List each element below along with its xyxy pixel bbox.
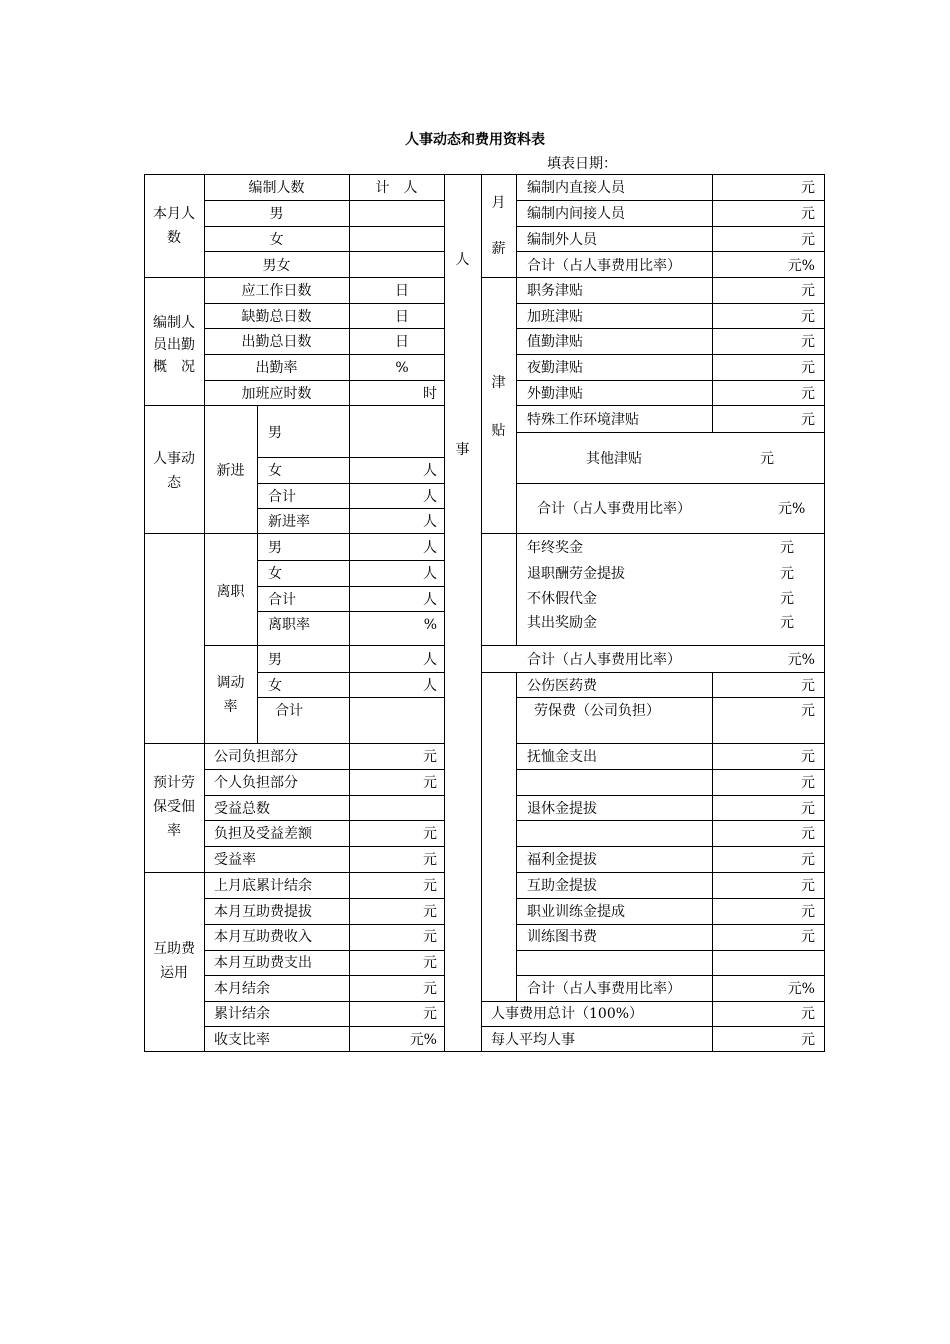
grid-line-h xyxy=(516,924,825,925)
row-label: 男 xyxy=(268,425,282,441)
unit-label: 人 xyxy=(423,514,437,530)
section-allowance: 津 xyxy=(491,375,506,391)
row-label: 收支比率 xyxy=(214,1032,270,1048)
page-title: 人事动态和费用资料表 xyxy=(405,132,545,148)
grid-line-h xyxy=(204,226,445,227)
row-label: 负担及受益差额 xyxy=(214,826,312,842)
row-label: 合计 xyxy=(275,703,303,719)
row-label: 编制外人员 xyxy=(527,232,597,248)
grid-line-h xyxy=(516,872,825,873)
unit-label: 元 xyxy=(801,929,815,945)
row-label: 退职酬劳金提拔 xyxy=(527,566,625,582)
grid-line-h xyxy=(257,672,445,673)
row-label: 外勤津贴 xyxy=(527,386,583,402)
unit-label: 元 xyxy=(423,1006,437,1022)
grid-line-v xyxy=(204,405,205,1052)
grid-line-h xyxy=(204,1001,445,1002)
unit-label: 元 xyxy=(801,386,815,402)
unit-label: 元 xyxy=(801,360,815,376)
row-label: 年终奖金 xyxy=(527,540,583,556)
row-label: 抚恤金支出 xyxy=(527,749,597,765)
unit-label: 元 xyxy=(801,309,815,325)
unit-label: 元 xyxy=(780,615,794,631)
row-label: 公伤医药费 xyxy=(527,678,597,694)
row-label: 离职率 xyxy=(268,617,310,633)
row-label: 合计 xyxy=(268,592,296,608)
transfer-label: 调动 率 xyxy=(216,675,245,715)
grid-line-h xyxy=(481,672,825,673)
row-label: 夜勤津贴 xyxy=(527,360,583,376)
row-label: 女 xyxy=(268,566,282,582)
unit-label: 元% xyxy=(787,652,815,668)
unit-label: 人 xyxy=(423,652,437,668)
grid-line-h xyxy=(144,405,445,406)
row-label: 女 xyxy=(268,678,282,694)
row-label: 本月互助费支出 xyxy=(214,955,312,971)
grid-line-h xyxy=(204,975,445,976)
grid-line-h xyxy=(204,846,445,847)
row-label: 职业训练金提成 xyxy=(527,904,625,920)
unit-label: 日 xyxy=(395,283,409,299)
unit-label: 元 xyxy=(423,852,437,868)
grid-line-h xyxy=(204,200,445,201)
grid-line-v xyxy=(257,645,258,744)
grid-line-h xyxy=(516,380,825,381)
grid-line-h xyxy=(204,950,445,951)
grid-line-h xyxy=(516,303,825,304)
unit-label: % xyxy=(423,617,437,633)
row-label: 应工作日数 xyxy=(241,283,312,299)
grid-line-h xyxy=(516,200,825,201)
unit-label: 元 xyxy=(801,206,815,222)
grid-line-h xyxy=(204,898,445,899)
row-label: 人事费用总计（100%） xyxy=(491,1006,644,1022)
row-label: 男 xyxy=(268,540,282,556)
row-label: 合计 xyxy=(268,489,296,505)
grid-line-h xyxy=(516,432,825,433)
unit-label: 元 xyxy=(801,775,815,791)
unit-label: 元% xyxy=(409,1032,437,1048)
grid-line-v xyxy=(824,174,825,1052)
row-label: 缺勤总日数 xyxy=(241,309,312,325)
grid-line-h xyxy=(481,645,825,646)
fill-date-label: 填表日期： xyxy=(547,156,617,172)
unit-label: 人 xyxy=(423,678,437,694)
unit-label: 元 xyxy=(801,232,815,248)
grid-line-h xyxy=(144,1051,825,1052)
grid-line-h xyxy=(516,328,825,329)
unit-label: % xyxy=(395,360,409,376)
grid-line-v xyxy=(444,174,445,1052)
row-label: 互助金提拔 xyxy=(527,878,597,894)
row-label: 公司负担部分 xyxy=(214,749,298,765)
grid-line-h xyxy=(481,533,825,534)
unit-label: 元 xyxy=(801,801,815,817)
unit-label: 元 xyxy=(780,540,794,556)
grid-line-v xyxy=(257,405,258,534)
row-label: 男 xyxy=(268,652,282,668)
grid-line-h xyxy=(516,975,825,976)
unit-label: 元 xyxy=(801,180,815,196)
row-label: 其出奖励金 xyxy=(527,615,597,631)
row-label: 本月互助费收入 xyxy=(214,929,312,945)
row-label: 加班应时数 xyxy=(241,386,312,402)
unit-label: 元 xyxy=(423,775,437,791)
unit-label: 元 xyxy=(423,981,437,997)
unit-label: 人 xyxy=(423,540,437,556)
unit-label: 元 xyxy=(801,412,815,428)
row-label: 合计（占人事费用比率） xyxy=(537,501,691,517)
row-label: 受益率 xyxy=(214,852,256,868)
section-allowance: 贴 xyxy=(491,423,506,439)
unit-label: 元 xyxy=(801,749,815,765)
grid-line-h xyxy=(516,898,825,899)
unit-label: 元 xyxy=(801,878,815,894)
row-label: 每人平均人事 xyxy=(491,1032,575,1048)
grid-line-h xyxy=(204,924,445,925)
grid-line-v xyxy=(144,174,145,1052)
grid-line-h xyxy=(516,846,825,847)
unit-label: 元 xyxy=(801,852,815,868)
grid-line-h xyxy=(204,769,445,770)
grid-line-h xyxy=(516,697,825,698)
section-monthly-salary: 月 xyxy=(491,195,506,211)
unit-label: 元 xyxy=(801,1006,815,1022)
grid-line-h xyxy=(257,586,445,587)
grid-line-v xyxy=(516,672,517,1002)
grid-line-h xyxy=(516,251,825,252)
grid-line-h xyxy=(204,354,445,355)
unit-label: 人 xyxy=(423,592,437,608)
unit-label: 元 xyxy=(423,826,437,842)
resignation-label: 离职 xyxy=(216,584,245,600)
row-label: 不休假代金 xyxy=(527,591,597,607)
grid-line-h xyxy=(257,560,445,561)
grid-line-h xyxy=(144,277,445,278)
grid-line-h xyxy=(516,950,825,951)
section-mutual-aid: 互助费 运用 xyxy=(153,941,195,981)
grid-line-v xyxy=(481,174,482,1052)
row-label: 个人负担部分 xyxy=(214,775,298,791)
row-label: 特殊工作环境津贴 xyxy=(527,412,639,428)
grid-line-h xyxy=(516,483,825,484)
section-labor-insurance: 预计劳 保受佃 率 xyxy=(153,775,195,839)
grid-line-h xyxy=(204,303,445,304)
unit-label: 元 xyxy=(780,566,794,582)
grid-line-h xyxy=(257,697,445,698)
row-label: 编制人数 xyxy=(248,180,305,196)
row-label: 女 xyxy=(269,232,284,248)
section-monthly-headcount: 本月人 数 xyxy=(153,206,195,246)
unit-label: 元 xyxy=(780,591,794,607)
row-label: 合计（占人事费用比率） xyxy=(527,258,681,274)
grid-line-h xyxy=(204,795,445,796)
planned-headcount-value: 计 人 xyxy=(375,180,418,196)
row-label: 出勤率 xyxy=(255,360,298,376)
row-label: 福利金提拔 xyxy=(527,852,597,868)
grid-line-h xyxy=(481,277,825,278)
row-label: 男 xyxy=(269,206,284,222)
row-label: 上月底累计结余 xyxy=(214,878,312,894)
grid-line-h xyxy=(516,769,825,770)
unit-label: 元 xyxy=(801,703,815,719)
row-label: 女 xyxy=(268,463,282,479)
grid-line-h xyxy=(204,1026,445,1027)
row-label: 本月互助费提拔 xyxy=(214,904,312,920)
grid-line-v xyxy=(257,533,258,646)
grid-line-h xyxy=(481,1026,825,1027)
unit-label: 元 xyxy=(423,904,437,920)
row-label: 训练图书费 xyxy=(527,929,597,945)
unit-label: 日 xyxy=(395,334,409,350)
unit-label: 元 xyxy=(423,878,437,894)
row-label: 受益总数 xyxy=(214,801,270,817)
grid-line-h xyxy=(204,328,445,329)
row-label: 出勤总日数 xyxy=(241,334,312,350)
grid-line-h xyxy=(204,251,445,252)
grid-line-h xyxy=(481,1001,825,1002)
grid-line-h xyxy=(516,743,825,744)
grid-line-h xyxy=(516,405,825,406)
grid-line-h xyxy=(516,795,825,796)
row-label: 编制内直接人员 xyxy=(527,180,625,196)
grid-line-h xyxy=(516,226,825,227)
grid-line-h xyxy=(144,533,445,534)
grid-line-h xyxy=(257,457,445,458)
row-label: 加班津贴 xyxy=(527,309,583,325)
grid-line-h xyxy=(257,483,445,484)
unit-label: 时 xyxy=(423,386,437,402)
unit-label: 元 xyxy=(801,678,815,694)
unit-label: 元 xyxy=(423,955,437,971)
unit-label: 元 xyxy=(423,929,437,945)
unit-label: 元 xyxy=(423,749,437,765)
unit-label: 元 xyxy=(801,1032,815,1048)
section-attendance: 编制人 员出勤 概 况 xyxy=(153,315,195,375)
grid-line-h xyxy=(516,820,825,821)
unit-label: 元 xyxy=(801,904,815,920)
section-personnel-changes: 人事动 态 xyxy=(153,451,195,491)
unit-label: 元 xyxy=(760,451,774,467)
grid-line-v xyxy=(516,174,517,646)
grid-line-h xyxy=(257,508,445,509)
unit-label: 人 xyxy=(423,489,437,505)
personnel-header-char: 事 xyxy=(455,442,470,458)
personnel-header-char: 人 xyxy=(455,252,470,268)
grid-line-h xyxy=(257,611,445,612)
new-hire-label: 新进 xyxy=(216,463,245,479)
unit-label: 元% xyxy=(778,501,806,517)
unit-label: 元% xyxy=(787,258,815,274)
unit-label: 元% xyxy=(787,981,815,997)
row-label: 累计结余 xyxy=(214,1006,270,1022)
row-label: 值勤津贴 xyxy=(527,334,583,350)
row-label: 男女 xyxy=(262,258,291,274)
grid-line-h xyxy=(144,743,445,744)
row-label: 合计（占人事费用比率） xyxy=(527,652,681,668)
unit-label: 人 xyxy=(423,566,437,582)
unit-label: 日 xyxy=(395,309,409,325)
row-label: 新进率 xyxy=(268,514,310,530)
row-label: 劳保费（公司负担） xyxy=(534,703,660,719)
row-label: 职务津贴 xyxy=(527,283,583,299)
grid-line-h xyxy=(204,380,445,381)
row-label: 本月结余 xyxy=(214,981,270,997)
row-label: 退休金提拔 xyxy=(527,801,597,817)
unit-label: 人 xyxy=(423,463,437,479)
grid-line-h xyxy=(204,820,445,821)
row-label: 编制内间接人员 xyxy=(527,206,625,222)
unit-label: 元 xyxy=(801,334,815,350)
unit-label: 元 xyxy=(801,826,815,842)
grid-line-h xyxy=(144,872,445,873)
grid-line-h xyxy=(204,645,445,646)
row-label: 其他津贴 xyxy=(586,451,642,467)
section-monthly-salary: 薪 xyxy=(491,241,506,257)
grid-line-h xyxy=(144,174,825,175)
grid-line-h xyxy=(516,354,825,355)
unit-label: 元 xyxy=(801,283,815,299)
row-label: 合计（占人事费用比率） xyxy=(527,981,681,997)
